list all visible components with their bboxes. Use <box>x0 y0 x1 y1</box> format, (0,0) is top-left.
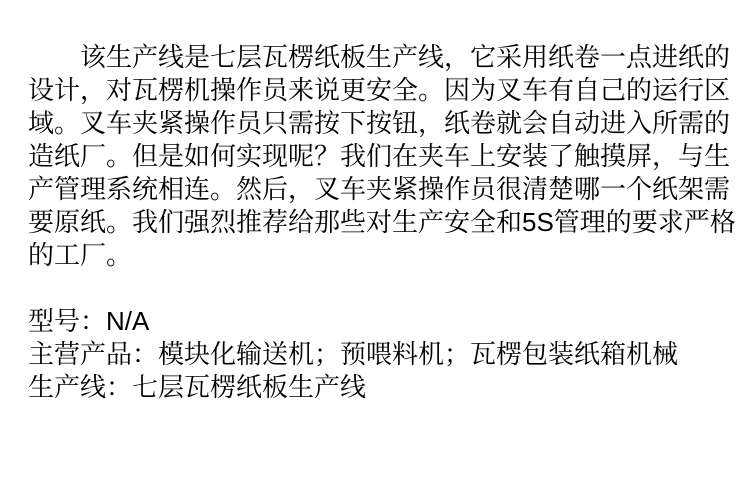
spec-row-production-line <box>28 371 726 404</box>
description-line-4: 造纸厂。但是如何实现呢？我们在夹车上安装了触摸屏，与生 <box>28 141 731 171</box>
description-line-1: 该生产线是七层瓦楞纸板生产线，它采用纸卷一点进纸的 <box>80 42 731 72</box>
description-line-3: 域。叉车夹紧操作员只需按下按钮，纸卷就会自动进入所需的 <box>28 108 731 138</box>
spec-value-production-line: 七层瓦楞纸板生产线 <box>132 372 367 402</box>
spec-row-main-products <box>28 338 726 371</box>
spec-colon: ： <box>132 339 159 369</box>
spec-label-production-line: 生产线 <box>28 372 107 402</box>
spec-colon: ： <box>106 372 133 402</box>
spec-label-main-products: 主营产品 <box>28 339 133 369</box>
description-paragraph <box>28 41 736 272</box>
spec-value-main-products: 模块化输送机；预喂料机；瓦楞包装纸箱机械 <box>158 339 679 369</box>
spec-colon: ： <box>80 306 107 336</box>
description-line-5: 产管理系统相连。然后，叉车夹紧操作员很清楚哪一个纸架需 <box>28 174 731 204</box>
spec-label-model: 型号 <box>28 306 81 336</box>
spec-value-model: N/A <box>106 306 150 336</box>
spec-list <box>28 305 726 404</box>
description-line-2: 设计，对瓦楞机操作员来说更安全。因为叉车有自己的运行区 <box>28 75 731 105</box>
description-line-7: 的工厂。 <box>28 240 133 270</box>
spec-row-model <box>28 305 726 338</box>
description-line-6: 要原纸。我们强烈推荐给那些对生产安全和5S管理的要求严格 <box>28 207 736 237</box>
